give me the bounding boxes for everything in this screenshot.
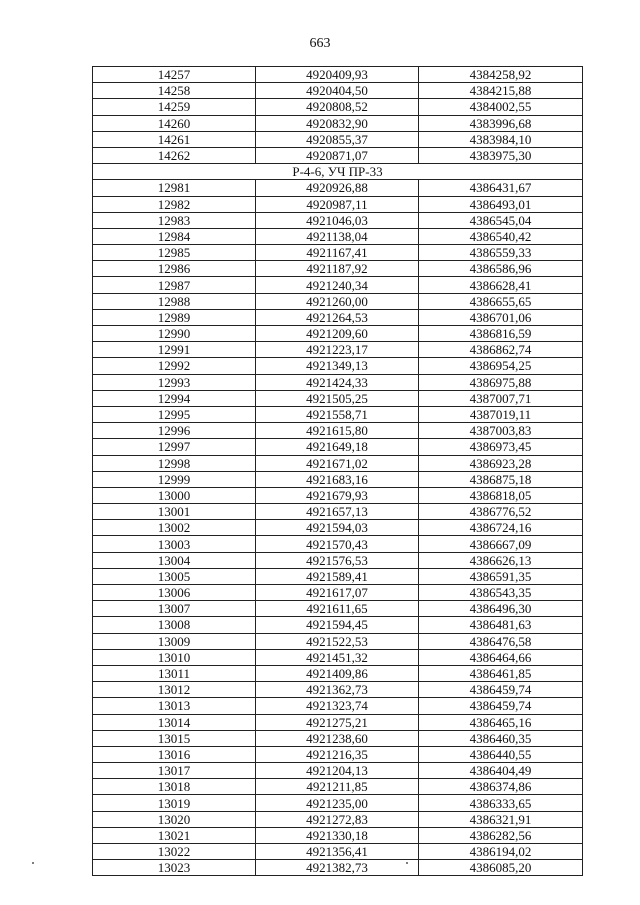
point-number-cell: 13021	[93, 827, 256, 843]
x-coordinate-cell: 4921238,60	[256, 730, 419, 746]
x-coordinate-cell: 4921240,34	[256, 277, 419, 293]
y-coordinate-cell: 4386701,06	[419, 309, 583, 325]
table-row	[93, 67, 583, 83]
scan-speck	[32, 862, 34, 864]
point-number-cell: 12988	[93, 293, 256, 309]
point-number-cell: 13001	[93, 504, 256, 520]
table-row	[93, 261, 583, 277]
x-coordinate-cell: 4921657,13	[256, 504, 419, 520]
y-coordinate-cell: 4383996,68	[419, 115, 583, 131]
x-coordinate-cell: 4921235,00	[256, 795, 419, 811]
table-row	[93, 374, 583, 390]
table-row	[93, 779, 583, 795]
y-coordinate-cell: 4386923,28	[419, 455, 583, 471]
y-coordinate-cell: 4386321,91	[419, 811, 583, 827]
y-coordinate-cell: 4386459,74	[419, 682, 583, 698]
x-coordinate-cell: 4921589,41	[256, 568, 419, 584]
point-number-cell: 13023	[93, 860, 256, 876]
table-row	[93, 390, 583, 406]
x-coordinate-cell: 4921617,07	[256, 585, 419, 601]
point-number-cell: 14261	[93, 131, 256, 147]
x-coordinate-cell: 4921272,83	[256, 811, 419, 827]
y-coordinate-cell: 4386816,59	[419, 326, 583, 342]
point-number-cell: 12998	[93, 455, 256, 471]
y-coordinate-cell: 4386540,42	[419, 228, 583, 244]
point-number-cell: 12983	[93, 212, 256, 228]
y-coordinate-cell: 4387007,71	[419, 390, 583, 406]
point-number-cell: 12990	[93, 326, 256, 342]
point-number-cell: 13008	[93, 617, 256, 633]
x-coordinate-cell: 4921615,80	[256, 423, 419, 439]
y-coordinate-cell: 4386545,04	[419, 212, 583, 228]
y-coordinate-cell: 4386282,56	[419, 827, 583, 843]
table-row	[93, 504, 583, 520]
section-header-group	[93, 164, 583, 180]
x-coordinate-cell: 4921211,85	[256, 779, 419, 795]
point-number-cell: 13000	[93, 487, 256, 503]
table-row	[93, 180, 583, 196]
table-row	[93, 358, 583, 374]
point-number-cell: 13018	[93, 779, 256, 795]
table-row	[93, 131, 583, 147]
point-number-cell: 13002	[93, 520, 256, 536]
y-coordinate-cell: 4386667,09	[419, 536, 583, 552]
point-number-cell: 13015	[93, 730, 256, 746]
point-number-cell: 13016	[93, 746, 256, 762]
y-coordinate-cell: 4386085,20	[419, 860, 583, 876]
y-coordinate-cell: 4386440,55	[419, 746, 583, 762]
y-coordinate-cell: 4386975,88	[419, 374, 583, 390]
y-coordinate-cell: 4386543,35	[419, 585, 583, 601]
x-coordinate-cell: 4921611,65	[256, 601, 419, 617]
point-number-cell: 12989	[93, 309, 256, 325]
point-number-cell: 13020	[93, 811, 256, 827]
y-coordinate-cell: 4383975,30	[419, 147, 583, 163]
coordinates-table	[92, 66, 583, 876]
x-coordinate-cell: 4920409,93	[256, 67, 419, 83]
point-number-cell: 12996	[93, 423, 256, 439]
x-coordinate-cell: 4921275,21	[256, 714, 419, 730]
table-row	[93, 552, 583, 568]
y-coordinate-cell: 4386954,25	[419, 358, 583, 374]
x-coordinate-cell: 4921362,73	[256, 682, 419, 698]
point-number-cell: 12984	[93, 228, 256, 244]
x-coordinate-cell: 4921204,13	[256, 763, 419, 779]
y-coordinate-cell: 4386818,05	[419, 487, 583, 503]
x-coordinate-cell: 4921570,43	[256, 536, 419, 552]
point-number-cell: 13003	[93, 536, 256, 552]
y-coordinate-cell: 4386460,35	[419, 730, 583, 746]
table-row	[93, 196, 583, 212]
page-number: 663	[309, 36, 331, 51]
x-coordinate-cell: 4921649,18	[256, 439, 419, 455]
point-number-cell: 12987	[93, 277, 256, 293]
point-number-cell: 13004	[93, 552, 256, 568]
point-number-cell: 14259	[93, 99, 256, 115]
table-row	[93, 633, 583, 649]
x-coordinate-cell: 4921323,74	[256, 698, 419, 714]
y-coordinate-cell: 4386496,30	[419, 601, 583, 617]
x-coordinate-cell: 4921409,86	[256, 665, 419, 681]
table-row	[93, 811, 583, 827]
y-coordinate-cell: 4387019,11	[419, 406, 583, 422]
table-row	[93, 471, 583, 487]
y-coordinate-cell: 4384215,88	[419, 83, 583, 99]
x-coordinate-cell: 4921576,53	[256, 552, 419, 568]
x-coordinate-cell: 4921683,16	[256, 471, 419, 487]
table-row	[93, 212, 583, 228]
x-coordinate-cell: 4921594,45	[256, 617, 419, 633]
y-coordinate-cell: 4386431,67	[419, 180, 583, 196]
table-row	[93, 698, 583, 714]
point-number-cell: 14257	[93, 67, 256, 83]
table-row	[93, 520, 583, 536]
table-row	[93, 83, 583, 99]
table-row	[93, 147, 583, 163]
point-number-cell: 14258	[93, 83, 256, 99]
x-coordinate-cell: 4921356,41	[256, 844, 419, 860]
y-coordinate-cell: 4386776,52	[419, 504, 583, 520]
y-coordinate-cell: 4384258,92	[419, 67, 583, 83]
table-row	[93, 423, 583, 439]
point-number-cell: 13022	[93, 844, 256, 860]
y-coordinate-cell: 4386628,41	[419, 277, 583, 293]
table-row	[93, 245, 583, 261]
x-coordinate-cell: 4920871,07	[256, 147, 419, 163]
y-coordinate-cell: 4386333,65	[419, 795, 583, 811]
point-number-cell: 13017	[93, 763, 256, 779]
y-coordinate-cell: 4387003,83	[419, 423, 583, 439]
point-number-cell: 12982	[93, 196, 256, 212]
x-coordinate-cell: 4921594,03	[256, 520, 419, 536]
x-coordinate-cell: 4921522,53	[256, 633, 419, 649]
point-number-cell: 13006	[93, 585, 256, 601]
point-number-cell: 13014	[93, 714, 256, 730]
x-coordinate-cell: 4921209,60	[256, 326, 419, 342]
point-number-cell: 13010	[93, 649, 256, 665]
x-coordinate-cell: 4921187,92	[256, 261, 419, 277]
point-number-cell: 14262	[93, 147, 256, 163]
table-row	[93, 99, 583, 115]
point-number-cell: 13012	[93, 682, 256, 698]
table-row	[93, 844, 583, 860]
x-coordinate-cell: 4921382,73	[256, 860, 419, 876]
section-title: Р-4-6, УЧ ПР-33	[93, 164, 583, 180]
table-row	[93, 649, 583, 665]
x-coordinate-cell: 4921046,03	[256, 212, 419, 228]
x-coordinate-cell: 4921260,00	[256, 293, 419, 309]
point-number-cell: 13011	[93, 665, 256, 681]
table-row	[93, 730, 583, 746]
y-coordinate-cell: 4386374,86	[419, 779, 583, 795]
y-coordinate-cell: 4386461,85	[419, 665, 583, 681]
table-row	[93, 439, 583, 455]
point-number-cell: 12991	[93, 342, 256, 358]
x-coordinate-cell: 4920404,50	[256, 83, 419, 99]
y-coordinate-cell: 4386875,18	[419, 471, 583, 487]
point-number-cell: 13007	[93, 601, 256, 617]
point-number-cell: 12994	[93, 390, 256, 406]
point-number-cell: 13019	[93, 795, 256, 811]
x-coordinate-cell: 4921679,93	[256, 487, 419, 503]
section-header-row	[93, 164, 583, 180]
y-coordinate-cell: 4386626,13	[419, 552, 583, 568]
x-coordinate-cell: 4920855,37	[256, 131, 419, 147]
x-coordinate-cell: 4921264,53	[256, 309, 419, 325]
table-row	[93, 601, 583, 617]
x-coordinate-cell: 4921349,13	[256, 358, 419, 374]
x-coordinate-cell: 4921216,35	[256, 746, 419, 762]
x-coordinate-cell: 4921505,25	[256, 390, 419, 406]
table-row	[93, 406, 583, 422]
point-number-cell: 12997	[93, 439, 256, 455]
table-row	[93, 487, 583, 503]
x-coordinate-cell: 4921167,41	[256, 245, 419, 261]
x-coordinate-cell: 4921138,04	[256, 228, 419, 244]
x-coordinate-cell: 4920987,11	[256, 196, 419, 212]
y-coordinate-cell: 4386862,74	[419, 342, 583, 358]
y-coordinate-cell: 4386404,49	[419, 763, 583, 779]
table-row	[93, 860, 583, 876]
point-number-cell: 13013	[93, 698, 256, 714]
point-number-cell: 14260	[93, 115, 256, 131]
table-row	[93, 277, 583, 293]
table-row	[93, 682, 583, 698]
table-row	[93, 746, 583, 762]
x-coordinate-cell: 4920832,90	[256, 115, 419, 131]
x-coordinate-cell: 4920808,52	[256, 99, 419, 115]
x-coordinate-cell: 4921671,02	[256, 455, 419, 471]
y-coordinate-cell: 4386476,58	[419, 633, 583, 649]
point-number-cell: 12995	[93, 406, 256, 422]
point-number-cell: 13009	[93, 633, 256, 649]
point-number-cell: 12985	[93, 245, 256, 261]
y-coordinate-cell: 4386655,65	[419, 293, 583, 309]
y-coordinate-cell: 4383984,10	[419, 131, 583, 147]
scan-speck	[406, 862, 408, 864]
table-row	[93, 763, 583, 779]
table-row	[93, 536, 583, 552]
table-row	[93, 455, 583, 471]
y-coordinate-cell: 4386973,45	[419, 439, 583, 455]
table-row	[93, 714, 583, 730]
coordinates-table-section-rows	[93, 180, 583, 876]
x-coordinate-cell: 4921451,32	[256, 649, 419, 665]
table-row	[93, 827, 583, 843]
x-coordinate-cell: 4920926,88	[256, 180, 419, 196]
y-coordinate-cell: 4386559,33	[419, 245, 583, 261]
x-coordinate-cell: 4921424,33	[256, 374, 419, 390]
point-number-cell: 13005	[93, 568, 256, 584]
y-coordinate-cell: 4386591,35	[419, 568, 583, 584]
y-coordinate-cell: 4384002,55	[419, 99, 583, 115]
y-coordinate-cell: 4386724,16	[419, 520, 583, 536]
table-row	[93, 585, 583, 601]
point-number-cell: 12981	[93, 180, 256, 196]
point-number-cell: 12999	[93, 471, 256, 487]
point-number-cell: 12993	[93, 374, 256, 390]
y-coordinate-cell: 4386586,96	[419, 261, 583, 277]
coordinates-table-top-rows	[93, 67, 583, 164]
table-row	[93, 293, 583, 309]
y-coordinate-cell: 4386464,66	[419, 649, 583, 665]
table-row	[93, 665, 583, 681]
table-row	[93, 326, 583, 342]
x-coordinate-cell: 4921330,18	[256, 827, 419, 843]
table-row	[93, 115, 583, 131]
x-coordinate-cell: 4921223,17	[256, 342, 419, 358]
y-coordinate-cell: 4386459,74	[419, 698, 583, 714]
table-row	[93, 228, 583, 244]
table-row	[93, 342, 583, 358]
table-row	[93, 617, 583, 633]
point-number-cell: 12992	[93, 358, 256, 374]
y-coordinate-cell: 4386493,01	[419, 196, 583, 212]
table-row	[93, 795, 583, 811]
table-row	[93, 568, 583, 584]
table-row	[93, 309, 583, 325]
y-coordinate-cell: 4386194,02	[419, 844, 583, 860]
y-coordinate-cell: 4386481,63	[419, 617, 583, 633]
x-coordinate-cell: 4921558,71	[256, 406, 419, 422]
point-number-cell: 12986	[93, 261, 256, 277]
y-coordinate-cell: 4386465,16	[419, 714, 583, 730]
